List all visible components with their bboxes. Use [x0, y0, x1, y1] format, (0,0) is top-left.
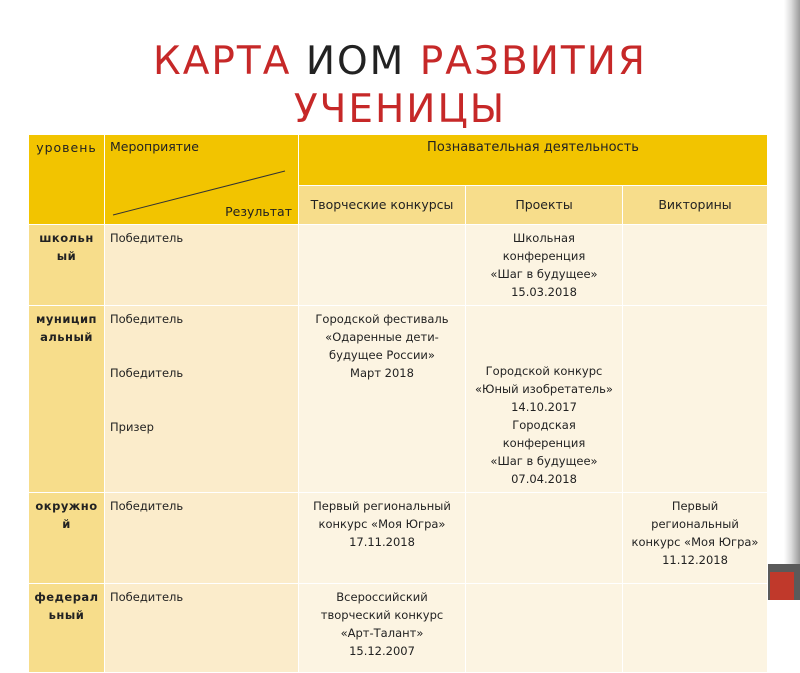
- quizzes-cell: [623, 584, 768, 673]
- projects-cell: [466, 225, 623, 306]
- project-line: «Шаг в будущее»: [490, 454, 598, 468]
- creative-line: Всероссийский: [336, 590, 428, 604]
- creative-line: конкурс «Моя Югра»: [318, 517, 446, 531]
- project-line: Школьная конференция: [502, 231, 586, 263]
- creative-cell: [299, 225, 466, 306]
- projects-cell: [466, 493, 623, 584]
- project-line: 15.03.2018: [511, 285, 577, 299]
- slide-title: [0, 38, 800, 134]
- event-result: Победитель: [110, 312, 184, 326]
- project-line: «Шаг в будущее»: [490, 267, 598, 281]
- title-line-2: УЧЕНИЦЫ: [293, 87, 507, 132]
- event-result: Победитель: [110, 499, 184, 513]
- creative-line: 17.11.2018: [349, 535, 415, 549]
- event-result: Победитель: [110, 231, 184, 245]
- quiz-line: региональный: [651, 517, 739, 531]
- header-row-main: [29, 135, 768, 186]
- event-result: Призер: [110, 420, 154, 434]
- creative-line: творческий конкурс: [320, 608, 444, 622]
- level-cell: [29, 306, 105, 493]
- quizzes-cell: [623, 306, 768, 493]
- level-cell: [29, 493, 105, 584]
- creative-cell: [299, 493, 466, 584]
- header-col-creative: [299, 186, 466, 225]
- header-level: [29, 135, 105, 225]
- projects-cell: [466, 584, 623, 673]
- header-col-quizzes-label: Викторины: [658, 197, 732, 212]
- creative-line: Первый региональный: [313, 499, 451, 513]
- header-col-projects: [466, 186, 623, 225]
- creative-cell: [299, 306, 466, 493]
- event-cell: [105, 306, 299, 493]
- header-activity: [299, 135, 768, 186]
- creative-cell: [299, 584, 466, 673]
- quizzes-cell: [623, 493, 768, 584]
- creative-line: Март 2018: [350, 366, 414, 380]
- quiz-line: Первый: [671, 499, 719, 513]
- title-word-1: КАРТА: [153, 39, 292, 84]
- project-line: «Юный изобретатель»: [475, 382, 613, 396]
- corner-accent: [770, 572, 794, 600]
- quiz-line: 11.12.2018: [662, 553, 728, 567]
- quizzes-cell: [623, 225, 768, 306]
- event-cell: [105, 225, 299, 306]
- table-row: [29, 306, 768, 493]
- title-word-2: ИОМ: [305, 39, 406, 84]
- table-row: [29, 225, 768, 306]
- creative-line: «Одаренные дети-: [325, 330, 439, 344]
- level-cell: [29, 225, 105, 306]
- level-label: муниципальный: [36, 312, 97, 344]
- header-col-quizzes: [623, 186, 768, 225]
- creative-line: будущее России»: [329, 348, 435, 362]
- project-line: Городская конференция: [502, 418, 586, 450]
- level-label: окружной: [35, 499, 98, 531]
- event-cell: [105, 493, 299, 584]
- projects-cell: [466, 306, 623, 493]
- creative-line: Городской фестиваль: [315, 312, 449, 326]
- header-event-result: [105, 135, 299, 225]
- project-line: Городской конкурс: [485, 364, 603, 378]
- event-result: Победитель: [110, 590, 184, 604]
- creative-line: «Арт-Талант»: [340, 626, 424, 640]
- title-word-3: РАЗВИТИЯ: [419, 39, 647, 84]
- header-activity-label: Познавательная деятельность: [427, 140, 639, 155]
- event-result: Победитель: [110, 366, 184, 380]
- header-col-creative-label: Творческие конкурсы: [310, 197, 454, 212]
- table-row: [29, 493, 768, 584]
- event-cell: [105, 584, 299, 673]
- header-col-projects-label: Проекты: [515, 197, 573, 212]
- level-cell: [29, 584, 105, 673]
- quiz-line: конкурс «Моя Югра»: [631, 535, 759, 549]
- header-level-label: уровень: [36, 140, 97, 155]
- level-label: школьный: [39, 231, 94, 263]
- project-line: 14.10.2017: [511, 400, 577, 414]
- project-line: 07.04.2018: [511, 472, 577, 486]
- header-event-label: Мероприятие: [110, 139, 199, 154]
- level-label: федеральный: [34, 590, 99, 622]
- creative-line: 15.12.2007: [349, 644, 415, 658]
- table-row: [29, 584, 768, 673]
- header-result-label: Результат: [225, 204, 292, 219]
- iom-table: [28, 134, 768, 673]
